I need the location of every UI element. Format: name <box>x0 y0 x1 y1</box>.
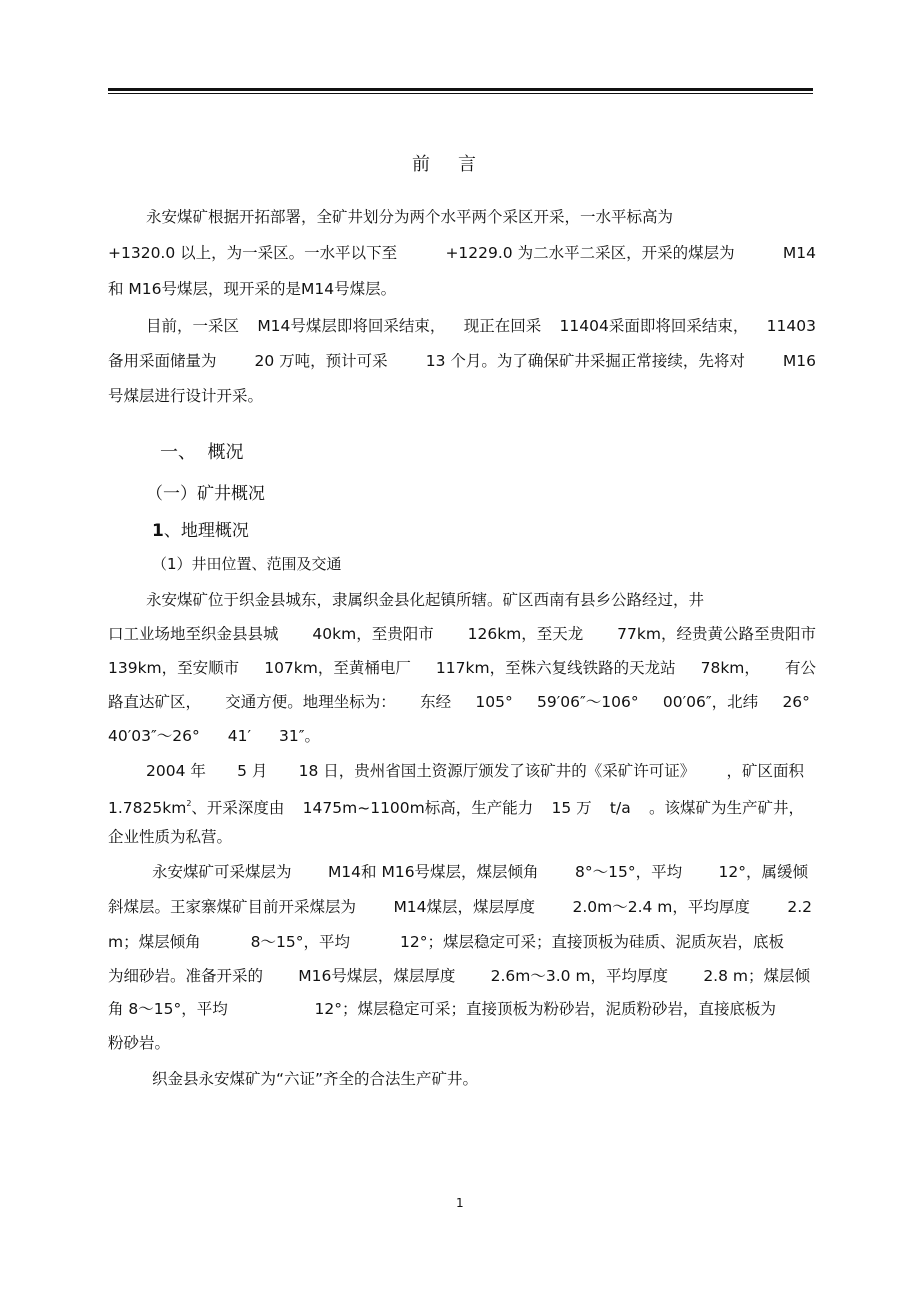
body-p4: 织金县永安煤矿为“六证”齐全的合法生产矿井。 <box>152 1070 479 1088</box>
body-p2-line2: $1.7825km^2$、开采深度由 1475m~1100m标高，生产能力 15 万 t/a 。该煤矿为生产矿井， <box>108 799 804 817</box>
body-p3-line4: 为细砂岩。准备开采的 M16号煤层，煤层厚度 2.6m～3.0 m，平均厚度 2.8 m；煤层倾 <box>108 967 810 985</box>
preface-p2-line2: 备用采面储量为 20 万吨，预计可采 13 个月。为了确保矿井采掘正常接续，先将对 M16 <box>108 352 816 370</box>
body-p1-line2: 口工业场地至织金县县城 40km，至贵阳市 126km，至天龙 77km，经贵黄公路至贵阳市 <box>108 625 816 643</box>
preface-p1-line2: +1320.0 以上，为一采区。一水平以下至 +1229.0 为二水平二采区，开采的煤层为 M14 <box>108 244 816 262</box>
body-p1-line5: 40′03″～26° 41′ 31″。 <box>108 727 320 745</box>
item-heading-location: （1）井田位置、范围及交通 <box>152 555 342 573</box>
preface-title: 前 言 <box>412 154 476 175</box>
body-p1-line3: 139km，至安顺市 107km，至黄桶电厂 117km，至株六复线铁路的天龙站 78km， 有公 <box>108 659 816 677</box>
body-p3-line6: 粉砂岩。 <box>108 1034 171 1052</box>
body-p2-line1: 2004 年 5 月 18 日，贵州省国土资源厅颁发了该矿井的《采矿许可证》 ，矿区面积 <box>146 762 804 780</box>
section-heading-overview: 一、 概况 <box>160 442 244 463</box>
subsection-heading-mine-overview: （一）矿井概况 <box>146 484 265 504</box>
body-p3-line5: 角 8～15°，平均 12°；煤层稳定可采；直接顶板为粉砂岩，泥质粉砂岩，直接底板为 <box>108 1000 776 1018</box>
header-rule-thick <box>108 88 813 91</box>
preface-p1-line3: 和 M16号煤层，现开采的是 M14号煤层。 <box>108 280 397 298</box>
body-p3-line2: 斜煤层。王家寨煤矿目前开采煤层为 M14煤层，煤层厚度 2.0m～2.4 m，平均厚度 2.2 <box>108 898 812 916</box>
body-p3-line1: 永安煤矿可采煤层为 M14和 M16号煤层，煤层倾角 8°～15°，平均 12°，属缓倾 <box>152 863 808 881</box>
preface-p2-line3: 号煤层进行设计开采。 <box>108 387 264 405</box>
preface-p1-line1: 永安煤矿根据开拓部署，全矿井划分为两个水平两个采区开采，一水平标高为 <box>146 208 674 226</box>
preface-p2-line1: 目前，一采区 M14号煤层即将回采结束， 现正在回采 11404采面即将回采结束， 11403 <box>146 317 816 335</box>
body-p1-line4: 路直达矿区， 交通方便。地理坐标为： 东经 105° 59′06″～106° 00′06″，北纬 26° <box>108 693 810 711</box>
subsubsection-heading-geography: 1、地理概况 <box>152 521 249 541</box>
body-p1-line1: 永安煤矿位于织金县城东，隶属织金县化起镇所辖。矿区西南有县乡公路经过，井 <box>146 591 705 609</box>
body-p3-line3: m；煤层倾角 8～15°，平均 12°；煤层稳定可采；直接顶板为硅质、泥质灰岩，底板 <box>108 933 784 951</box>
header-rule-thin <box>108 93 813 94</box>
page-number: 1 <box>456 1196 464 1210</box>
body-p2-line3: 企业性质为私营。 <box>108 828 233 846</box>
